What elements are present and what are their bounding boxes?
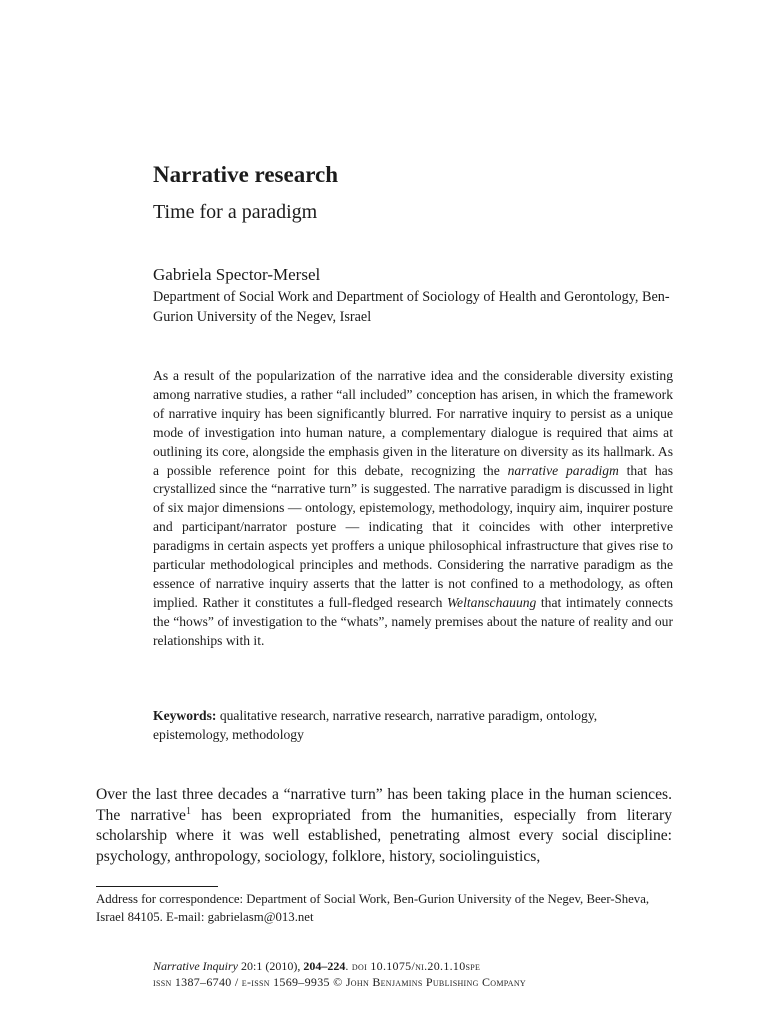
article-title: Narrative research xyxy=(153,162,338,187)
keywords-label: Keywords: xyxy=(153,708,217,723)
abstract-italic-term-1: narrative paradigm xyxy=(507,462,619,478)
abstract xyxy=(153,367,673,651)
citation-line xyxy=(153,958,673,974)
abstract-text-2: that has crystallized since the “narrative turn” is suggested. The narrative paradigm is discussed in light of six major dimensions — ontology, epistemology, methodology, inquiry aim, inquirer posture and participant/narrator posture — indicating that it coincides with other interpretive paradigms in certain aspects yet proffers a unique philosophical infrastructure that gives rise to particular methodological principles and methods. Considering the narrative paradigm as the essence of narrative inquiry asserts that the latter is not confined to a methodology, as often implied. Rather it constitutes a full-fledged research xyxy=(153,462,673,610)
issn-line: issn 1387–6740 / e-issn 1569–9935 © John Benjamins Publishing Company xyxy=(153,975,527,989)
abstract-text-1: As a result of the popularization of the narrative idea and the considerable diversity existing among narrative studies, a rather “all included” conception has arisen, in which the framework of narrative inquiry has been significantly blurred. For narrative inquiry to persist as a unique mode of investigation into human nature, a complementary dialogue is required that aims at outlining its core, alongside the emphasis given in the literature on diversity as its hallmark. As a possible reference point for this debate, recognizing the xyxy=(153,368,673,478)
footnote-correspondence: Address for correspondence: Department of Social Work, Ben-Gurion University of the Negev, Beer-Sheva, Israel 84105. E-mail: gabrielasm@013.net xyxy=(96,892,650,924)
abstract-text-3: that intimately connects the “hows” of investigation to the “whats”, namely premises about the nature of reality and our relationships with it. xyxy=(153,594,673,648)
author-affiliation: Department of Social Work and Department of Sociology of Health and Gerontology, Ben-Gurion University of the Negev, Israel xyxy=(153,289,670,325)
keywords-list: qualitative research, narrative research, narrative paradigm, ontology, epistemology, methodology xyxy=(153,708,598,742)
footnote-reference[interactable]: 1 xyxy=(185,805,191,817)
abstract-italic-term-2: Weltanschauung xyxy=(446,594,537,610)
body-text-1: Over the last three decades a “narrative turn” has been taking place in the human sciences. The narrative xyxy=(96,786,672,824)
body-paragraph xyxy=(96,785,672,867)
keywords xyxy=(153,707,673,745)
article-subtitle: Time for a paradigm xyxy=(153,201,318,223)
body-text-2: has been expropriated from the humanities, especially from literary scholarship where it was well established, penetrating almost every social discipline: psychology, anthropology, sociology, folklore, history, sociolinguistics, xyxy=(96,806,672,865)
doi-text: . doi 10.1075/ni.20.1.10spe xyxy=(345,959,481,973)
journal-name: Narrative Inquiry xyxy=(153,959,238,973)
journal-volume: 20:1 (2010), xyxy=(238,959,304,973)
footnote-divider xyxy=(96,886,218,887)
page-range: 204–224 xyxy=(303,959,346,973)
author-name: Gabriela Spector-Mersel xyxy=(153,265,321,284)
